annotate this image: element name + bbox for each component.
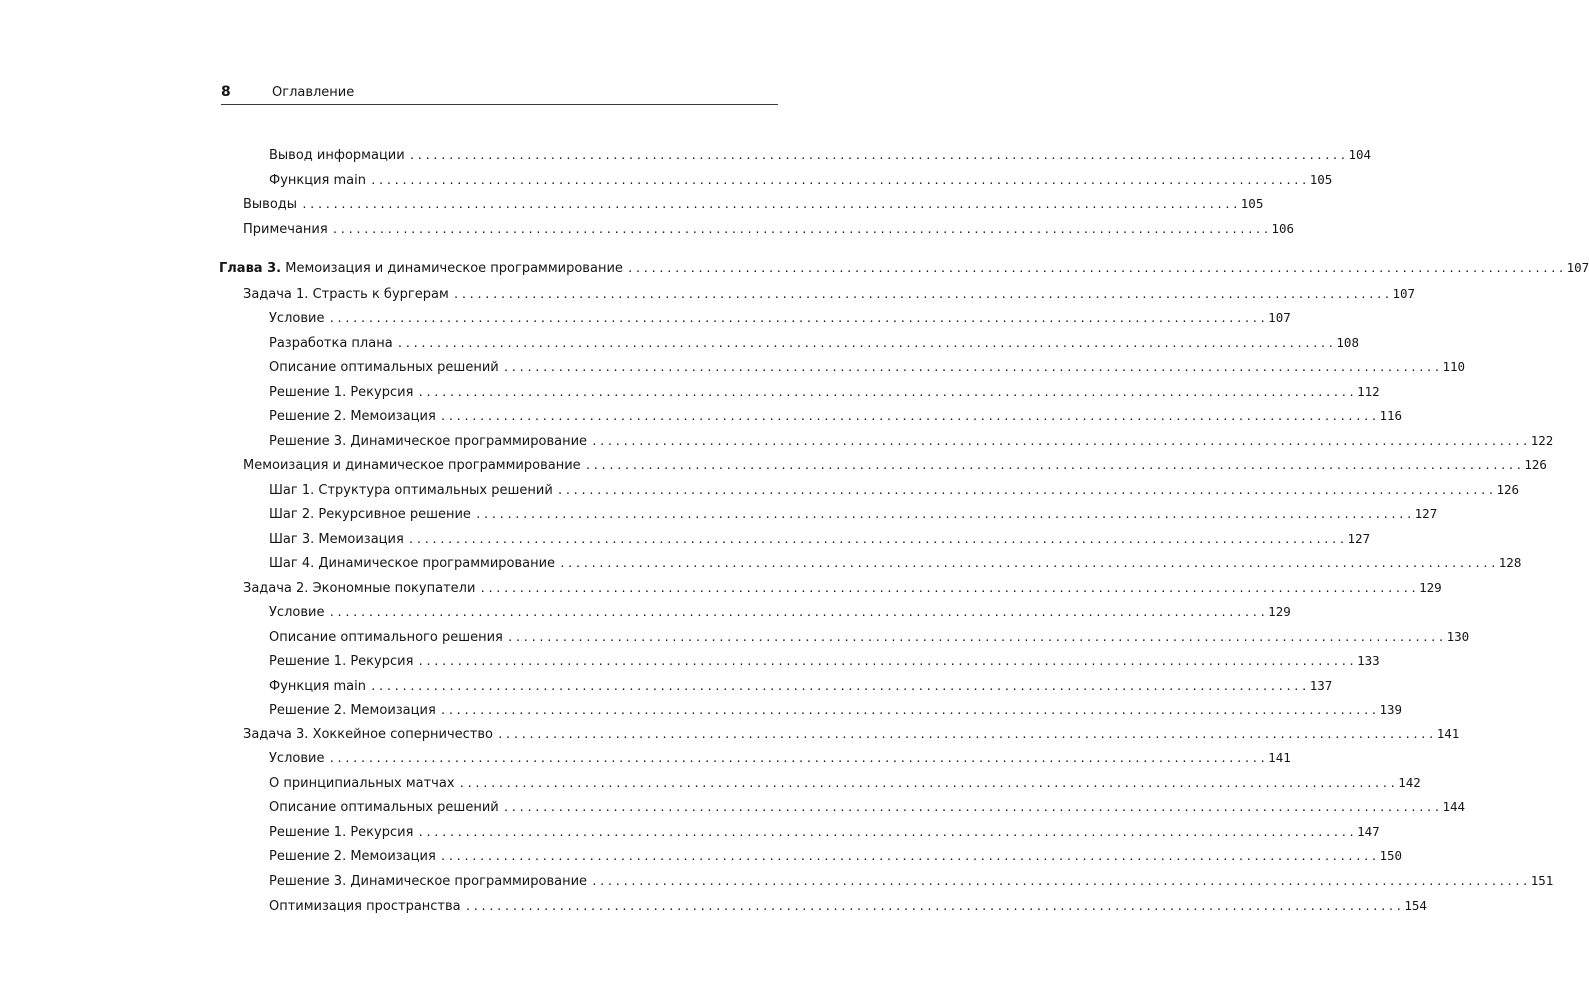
chapter-prefix: Глава 3. bbox=[219, 261, 282, 276]
toc-entry-label: Описание оптимальных решений bbox=[269, 360, 499, 375]
toc-entry bbox=[269, 431, 1554, 451]
toc-entry-label: Задача 3. Хоккейное соперничество bbox=[243, 727, 493, 742]
toc-entry-page: 126 bbox=[1524, 457, 1547, 472]
toc-dot-leader: ........................................................................................................................ bbox=[474, 508, 1414, 521]
toc-entry-page: 151 bbox=[1530, 873, 1554, 888]
toc-dot-leader: ........................................................................................................................ bbox=[439, 850, 1379, 863]
running-title: Оглавление bbox=[272, 85, 355, 100]
toc-entry bbox=[269, 797, 1466, 817]
toc-entry-page: 128 bbox=[1498, 555, 1522, 570]
toc-entry-label: Шаг 2. Рекурсивное решение bbox=[269, 507, 471, 522]
toc-dot-leader: ........................................................................................................................ bbox=[591, 875, 1530, 888]
toc-entry-page: 106 bbox=[1271, 221, 1294, 236]
toc-entry bbox=[243, 219, 1294, 239]
toc-entry-page: 107 bbox=[1392, 286, 1416, 301]
toc-entry-label: Выводы bbox=[243, 197, 298, 212]
toc-entry bbox=[269, 627, 1470, 647]
toc-dot-leader: ........................................................................................................................ bbox=[301, 198, 1240, 211]
toc-entry-page: 142 bbox=[1398, 775, 1421, 790]
toc-entry bbox=[269, 308, 1291, 328]
toc-dot-leader: ........................................................................................................................ bbox=[328, 312, 1268, 325]
toc-entry-label: Условие bbox=[269, 311, 325, 326]
toc-entry bbox=[269, 553, 1522, 573]
toc-entry bbox=[269, 773, 1421, 793]
toc-entry-page: 116 bbox=[1379, 408, 1403, 423]
toc-entry-label: Описание оптимального решения bbox=[269, 630, 503, 645]
toc-entry-page: 147 bbox=[1357, 824, 1380, 839]
page-number: 8 bbox=[221, 84, 231, 100]
toc-entry bbox=[269, 846, 1403, 866]
chapter-title: Мемоизация и динамическое программирование bbox=[285, 261, 623, 276]
toc-entry-page: 108 bbox=[1336, 335, 1359, 350]
toc-entry-label: Решение 3. Динамическое программирование bbox=[269, 434, 588, 449]
toc-entry-label: Решение 3. Динамическое программирование bbox=[269, 874, 588, 889]
toc-dot-leader: ........................................................................................................................ bbox=[328, 606, 1268, 619]
toc-entry bbox=[269, 651, 1380, 671]
toc-dot-leader: ........................................................................................................................ bbox=[559, 557, 1498, 570]
toc-dot-leader: ........................................................................................................................ bbox=[496, 728, 1436, 741]
toc-entry-label: Условие bbox=[269, 751, 325, 766]
toc-dot-leader: ........................................................................................................................ bbox=[331, 223, 1271, 236]
toc-entry bbox=[269, 406, 1403, 426]
toc-entry-label: Решение 1. Рекурсия bbox=[269, 825, 414, 840]
toc-entry-page: 112 bbox=[1357, 384, 1380, 399]
toc-entry bbox=[269, 871, 1554, 891]
toc-entry bbox=[269, 700, 1403, 720]
toc-entry bbox=[243, 724, 1460, 744]
toc-dot-leader: ........................................................................................................................ bbox=[407, 533, 1347, 546]
toc-dot-leader: ........................................................................................................................ bbox=[556, 484, 1496, 497]
toc-entry-page: 133 bbox=[1357, 653, 1380, 668]
toc-entry bbox=[269, 602, 1291, 622]
toc-entry bbox=[269, 480, 1520, 500]
toc-entry-label: Решение 2. Мемоизация bbox=[269, 409, 436, 424]
toc-dot-leader: ........................................................................................................................ bbox=[439, 704, 1379, 717]
toc-entry bbox=[269, 170, 1333, 190]
toc-chapter-entry bbox=[219, 258, 1589, 278]
toc-entry-label: Функция main bbox=[269, 679, 366, 694]
toc-dot-leader: ........................................................................................................................ bbox=[464, 900, 1404, 913]
toc-entry-page: 105 bbox=[1309, 172, 1333, 187]
toc-entry-page: 110 bbox=[1442, 359, 1466, 374]
toc-entry-label: Разработка плана bbox=[269, 336, 393, 351]
toc-entry bbox=[243, 455, 1547, 475]
toc-dot-leader: ........................................................................................................................ bbox=[396, 337, 1336, 350]
toc-entry-page: 105 bbox=[1240, 196, 1264, 211]
toc-dot-leader: ........................................................................................................................ bbox=[328, 752, 1268, 765]
toc-entry-page: 130 bbox=[1446, 629, 1470, 644]
toc-dot-leader: ........................................................................................................................ bbox=[479, 582, 1419, 595]
toc-dot-leader: ........................................................................................................................ bbox=[502, 801, 1442, 814]
toc-entry-label: Условие bbox=[269, 605, 325, 620]
toc-entry bbox=[269, 333, 1359, 353]
toc-chapter-page: 107 bbox=[1566, 260, 1589, 275]
toc-entry-label: Функция main bbox=[269, 173, 366, 188]
toc-dot-leader: ........................................................................................................................ bbox=[591, 435, 1530, 448]
toc-entry-page: 107 bbox=[1268, 310, 1291, 325]
toc-entry-label: Решение 1. Рекурсия bbox=[269, 654, 414, 669]
toc-dot-leader: ........................................................................................................................ bbox=[369, 174, 1309, 187]
toc-entry-page: 129 bbox=[1268, 604, 1291, 619]
toc-entry bbox=[269, 748, 1291, 768]
toc-entry-page: 127 bbox=[1414, 506, 1438, 521]
toc-entry-label: Решение 2. Мемоизация bbox=[269, 703, 436, 718]
toc-entry-label: Шаг 3. Мемоизация bbox=[269, 532, 404, 547]
toc-entry bbox=[269, 357, 1466, 377]
toc-entry-page: 154 bbox=[1404, 898, 1427, 913]
toc-dot-leader: ........................................................................................................................ bbox=[439, 410, 1379, 423]
toc-entry bbox=[269, 822, 1380, 842]
toc-dot-leader: ........................................................................................................................ bbox=[506, 631, 1446, 644]
toc-entry-label: Решение 2. Мемоизация bbox=[269, 849, 436, 864]
toc-entry bbox=[243, 194, 1264, 214]
toc-chapter-label bbox=[219, 259, 627, 279]
toc-entry bbox=[269, 676, 1333, 696]
toc-entry-label: Примечания bbox=[243, 222, 328, 237]
toc-dot-leader: ........................................................................................................................ bbox=[502, 361, 1442, 374]
toc-dot-leader: ........................................................................................................................ bbox=[408, 149, 1348, 162]
toc-entry-label: Шаг 4. Динамическое программирование bbox=[269, 556, 556, 571]
toc-entry-label: Решение 1. Рекурсия bbox=[269, 385, 414, 400]
toc-dot-leader: ........................................................................................................................ bbox=[452, 288, 1392, 301]
toc-entry-label: Мемоизация и динамическое программирование bbox=[243, 458, 581, 473]
toc-entry-page: 126 bbox=[1496, 482, 1520, 497]
toc-entry-page: 129 bbox=[1419, 580, 1442, 595]
toc-entry-label: Задача 1. Страсть к бургерам bbox=[243, 287, 449, 302]
toc-entry-label: Вывод информации bbox=[269, 148, 405, 163]
toc-entry-label: Оптимизация пространства bbox=[269, 899, 461, 914]
toc-dot-leader: ........................................................................................................................ bbox=[417, 826, 1357, 839]
toc-entry-page: 144 bbox=[1442, 799, 1466, 814]
toc-dot-leader: ........................................................................................................................ bbox=[584, 459, 1524, 472]
toc-entry bbox=[243, 284, 1416, 304]
toc-entry-label: О принципиальных матчах bbox=[269, 776, 455, 791]
toc-dot-leader: ........................................................................................................................ bbox=[458, 777, 1398, 790]
toc-entry-label: Шаг 1. Структура оптимальных решений bbox=[269, 483, 553, 498]
toc-entry bbox=[269, 145, 1372, 165]
toc-dot-leader: ........................................................................................................................ bbox=[417, 655, 1357, 668]
toc-entry bbox=[269, 529, 1371, 549]
toc-entry-page: 104 bbox=[1348, 147, 1372, 162]
toc-entry-page: 137 bbox=[1309, 678, 1333, 693]
toc-dot-leader: ........................................................................................................................ bbox=[417, 386, 1357, 399]
toc-entry-page: 122 bbox=[1530, 433, 1554, 448]
toc-entry-page: 127 bbox=[1347, 531, 1371, 546]
toc-entry-page: 141 bbox=[1268, 750, 1291, 765]
toc-entry-page: 141 bbox=[1436, 726, 1460, 741]
toc-entry-label: Описание оптимальных решений bbox=[269, 800, 499, 815]
toc-entry-page: 139 bbox=[1379, 702, 1403, 717]
toc-entry bbox=[269, 896, 1427, 916]
toc-entry-page: 150 bbox=[1379, 848, 1403, 863]
toc-entry bbox=[269, 504, 1438, 524]
toc-entry bbox=[269, 382, 1380, 402]
toc-entry-label: Задача 2. Экономные покупатели bbox=[243, 581, 476, 596]
toc-entry bbox=[243, 578, 1442, 598]
toc-dot-leader: ........................................................................................................................ bbox=[626, 262, 1566, 275]
toc-dot-leader: ........................................................................................................................ bbox=[369, 680, 1309, 693]
